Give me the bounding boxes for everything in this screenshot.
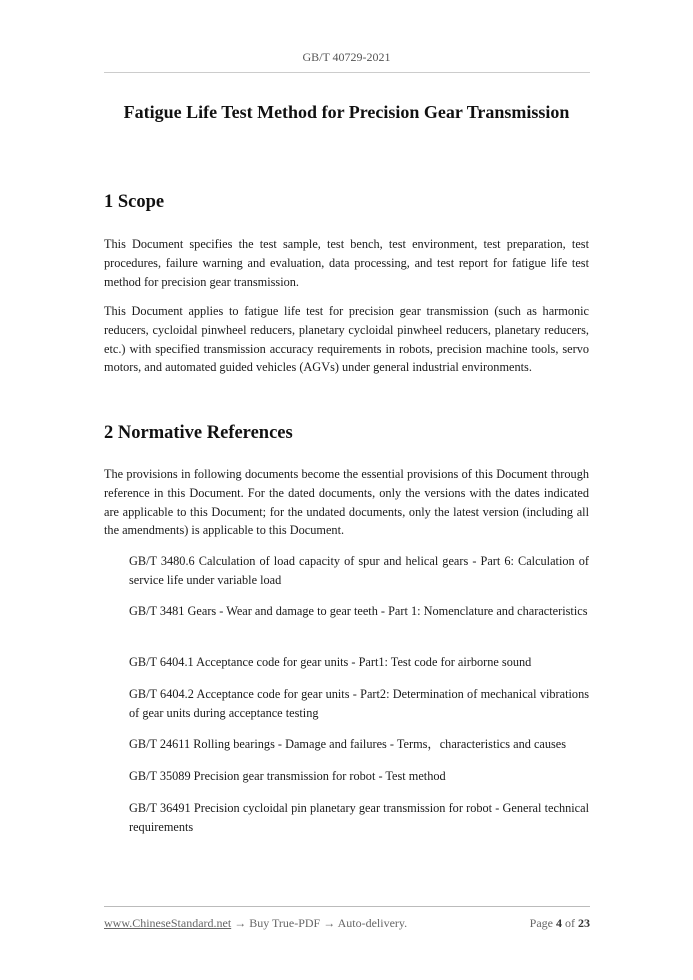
section-heading-normative-references: 2 Normative References xyxy=(104,423,293,443)
document-number-header: GB/T 40729-2021 xyxy=(302,50,391,64)
arrow-icon: → xyxy=(234,916,247,930)
page-of-word: of xyxy=(565,916,575,930)
reference-item: GB/T 36491 Precision cycloidal pin planetary gear transmission for robot - General technical requirements xyxy=(129,801,589,834)
page-footer xyxy=(104,916,590,931)
reference-item: GB/T 24611 Rolling bearings - Damage and failures - Terms，characteristics and causes xyxy=(129,737,567,751)
section-heading-scope: 1 Scope xyxy=(104,192,165,212)
buy-true-pdf-text: Buy True-PDF xyxy=(249,916,321,930)
header-divider xyxy=(104,72,590,73)
normative-references-intro: The provisions in following documents become the essential provisions of this Document through reference in this Document. For the dated documents, only the versions with the dates indicated are applicable to this Document; for the undated documents, only the latest version (including all the amendments) is applicable to this Document. xyxy=(104,467,589,538)
footer-promo xyxy=(104,916,407,931)
page-total: 23 xyxy=(578,916,590,930)
arrow-icon: → xyxy=(323,916,336,930)
page-word: Page xyxy=(529,916,553,930)
auto-delivery-text: Auto-delivery. xyxy=(337,916,408,930)
reference-item: GB/T 35089 Precision gear transmission for robot - Test method xyxy=(129,769,446,783)
scope-paragraph-2: This Document applies to fatigue life test for precision gear transmission (such as harmonic reducers, cycloidal pinwheel reducers, planetary cycloidal pinwheel reducers, planetary reducers, etc.) with specified transmission accuracy requirements in robots, precision machine tools, servo motors, and automated guided vehicles (AGVs) under general industrial environments. xyxy=(104,304,589,375)
reference-item: GB/T 3480.6 Calculation of load capacity of spur and helical gears - Part 6: Calculation of service life under variable load xyxy=(129,554,589,587)
chinesestandard-link[interactable]: www.ChineseStandard.net xyxy=(104,916,232,930)
reference-item: GB/T 3481 Gears - Wear and damage to gear teeth - Part 1: Nomenclature and characteristics xyxy=(129,604,588,618)
document-title: Fatigue Life Test Method for Precision Gear Transmission xyxy=(123,102,570,122)
scope-paragraph-1: This Document specifies the test sample, test bench, test environment, test preparation, test procedures, failure warning and evaluation, data processing, and test report for fatigue life test method for precision gear transmission. xyxy=(104,237,589,289)
reference-item: GB/T 6404.2 Acceptance code for gear units - Part2: Determination of mechanical vibrations of gear units during acceptance testing xyxy=(129,687,589,720)
reference-item: GB/T 6404.1 Acceptance code for gear units - Part1: Test code for airborne sound xyxy=(129,655,532,669)
page-number xyxy=(530,916,590,931)
footer-divider xyxy=(104,906,590,907)
page-current: 4 xyxy=(556,916,562,930)
